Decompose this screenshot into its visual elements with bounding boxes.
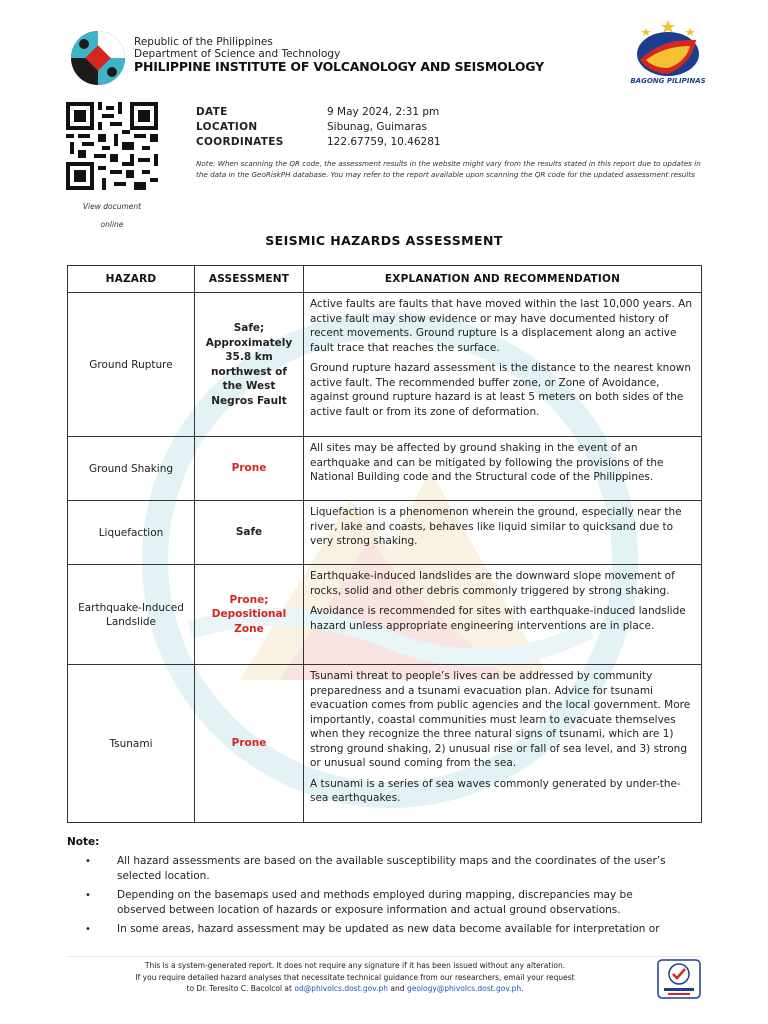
- notes-list: [67, 854, 667, 941]
- header-assessment: ASSESSMENT: [195, 266, 304, 293]
- email-link-geology[interactable]: geology@phivolcs.dost.gov.ph: [406, 984, 522, 993]
- explanation-cell: [304, 501, 702, 565]
- list-item: [67, 854, 667, 884]
- qr-code-icon[interactable]: [66, 102, 158, 190]
- bagong-pilipinas-logo-icon: [632, 16, 704, 78]
- explanation-cell: [304, 565, 702, 665]
- footer-and: and: [390, 984, 405, 993]
- table-row: [68, 565, 702, 665]
- location-value: Sibunag, Guimaras: [327, 120, 427, 133]
- agency-line-republic: Republic of the Philippines: [134, 36, 273, 48]
- explanation-paragraph: Ground rupture hazard assessment is the distance to the nearest known active fault. The recommended buffer zone, or Zone of Avoidance, against ground rupture hazard is at least 5 meters on both sides of the active fault or from its zone of deformation.: [310, 362, 691, 418]
- hazard-name: Earthquake-Induced Landslide: [68, 565, 195, 665]
- coordinates-value: 122.67759, 10.46281: [327, 135, 441, 148]
- explanation-paragraph: Earthquake-induced landslides are the downward slope movement of rocks, solid and other debris commonly triggered by strong shaking.: [310, 570, 675, 597]
- explanation-paragraph: All sites may be affected by ground shaking in the event of an earthquake and can be mitigated by following the provisions of the National Building code and the Structural code of the Philippines.: [310, 442, 664, 483]
- explanation-cell: [304, 437, 702, 501]
- assessment-value: Safe; Approximately 35.8 km northwest of the West Negros Fault: [195, 293, 304, 437]
- hazard-table: [67, 265, 702, 823]
- footer-text: [60, 960, 650, 995]
- explanation-paragraph: Active faults are faults that have moved within the last 10,000 years. An active fault may show evidence or may have documented history of recent movements. Ground rupture is a displacement along an active fault trace that reaches the surface.: [310, 298, 692, 354]
- assessment-value: Prone; Depositional Zone: [195, 565, 304, 665]
- date-value: 9 May 2024, 2:31 pm: [327, 105, 440, 118]
- note-text: All hazard assessments are based on the available susceptibility maps and the coordinates of the user’s selected location.: [117, 855, 666, 882]
- footer-line3: [60, 983, 650, 995]
- explanation-paragraph: Tsunami threat to people’s lives can be addressed by community preparedness and a tsunami evacuation plan. Advice for tsunami evacuation comes from public agencies and the local government. More importantly, coastal communities must learn to evacuate themselves when they recognize the three natural signs of tsunami, which are 1) strong ground shaking, 2) unusual rise or fall of sea level, and 3) strong or unusual sound coming from the sea.: [310, 670, 691, 769]
- explanation-paragraph: Avoidance is recommended for sites with earthquake-induced landslide hazard unless appropriate engineering interventions are in place.: [310, 605, 686, 632]
- report-info: [196, 104, 441, 149]
- page-title: SEISMIC HAZARDS ASSESSMENT: [265, 233, 503, 248]
- date-label: DATE: [196, 105, 228, 118]
- note-text: In some areas, hazard assessment may be updated as new data become available for interpretation or: [117, 923, 660, 935]
- qr-caption: [66, 198, 158, 234]
- table-row: [68, 501, 702, 565]
- table-row: [68, 293, 702, 437]
- qr-caption-line1: View document: [82, 202, 142, 211]
- date-row: [196, 104, 441, 119]
- phivolcs-logo-icon: [70, 30, 126, 86]
- assessment-value: Prone: [195, 665, 304, 823]
- footer-line2: If you require detailed hazard analyses that necessitate technical guidance from our researchers, email your request: [135, 972, 575, 982]
- email-link-od[interactable]: od@phivolcs.dost.gov.ph: [294, 984, 389, 993]
- bullet-icon: •: [85, 924, 91, 935]
- table-header-row: [68, 266, 702, 293]
- list-item: [67, 888, 667, 918]
- assessment-value: Safe: [195, 501, 304, 565]
- explanation-paragraph: Liquefaction is a phenomenon wherein the ground, especially near the river, lake and coasts, behaves like liquid similar to quicksand due to very strong shaking.: [310, 506, 682, 547]
- footer-divider: [67, 956, 702, 957]
- agency-line-department: Department of Science and Technology: [134, 48, 341, 60]
- agency-name-block: [134, 36, 544, 73]
- footer-line3-prefix: to Dr. Teresito C. Bacolcol at: [186, 984, 292, 993]
- bagong-pilipinas-label: BAGONG PILIPINAS: [630, 77, 706, 85]
- qr-note: Note: When scanning the QR code, the assessment results in the website might vary from the results stated in this report due to updates in the data in the GeoRiskPH database. You may refer to the report available upon scanning the QR code for the updated assessment results: [196, 159, 701, 179]
- bullet-icon: •: [85, 890, 91, 901]
- qr-caption-line2: online: [100, 220, 124, 229]
- table-row: [68, 665, 702, 823]
- explanation-paragraph: A tsunami is a series of sea waves commonly generated by under-the-sea earthquakes.: [310, 777, 681, 804]
- hazard-name: Tsunami: [68, 665, 195, 823]
- explanation-cell: [304, 293, 702, 437]
- location-label: LOCATION: [196, 120, 258, 133]
- header-hazard: HAZARD: [68, 266, 195, 293]
- location-row: [196, 119, 441, 134]
- hazard-name: Ground Shaking: [68, 437, 195, 501]
- agency-name: PHILIPPINE INSTITUTE OF VOLCANOLOGY AND SEISMOLOGY: [134, 59, 544, 74]
- coordinates-label: COORDINATES: [196, 135, 284, 148]
- footer-period: .: [521, 984, 524, 993]
- assessment-value: Prone: [195, 437, 304, 501]
- coordinates-row: [196, 134, 441, 149]
- certification-badge-icon: [656, 958, 702, 1000]
- hazard-name: Liquefaction: [68, 501, 195, 565]
- explanation-cell: [304, 665, 702, 823]
- bullet-icon: •: [85, 856, 91, 867]
- note-text: Depending on the basemaps used and methods employed during mapping, discrepancies may be observed between location of hazards or exposure information and actual ground observations.: [117, 889, 633, 916]
- header-explanation: EXPLANATION AND RECOMMENDATION: [304, 266, 702, 293]
- hazard-name: Ground Rupture: [68, 293, 195, 437]
- table-row: [68, 437, 702, 501]
- notes-heading: Note:: [67, 836, 100, 848]
- footer-line1: This is a system-generated report. It does not require any signature if it has been issued without any alteration.: [144, 961, 566, 970]
